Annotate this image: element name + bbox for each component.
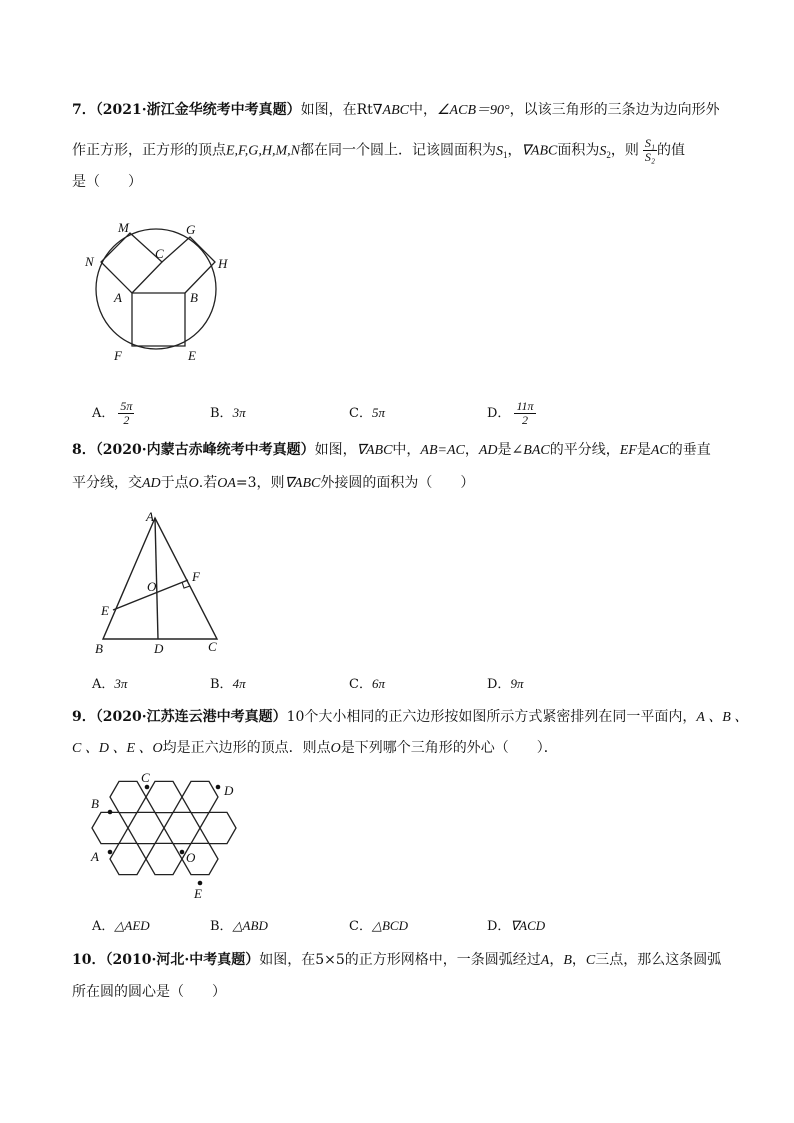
q7-s2: $S_2$ — [599, 143, 611, 160]
q7-angle: ∠ACB＝90° — [437, 103, 510, 118]
hexagon — [146, 843, 182, 874]
q7-label-B: B — [190, 290, 198, 305]
q7-label-E: E — [188, 348, 196, 363]
q9-number: 9． — [72, 709, 96, 725]
hexagon — [110, 843, 146, 874]
q9-label-B: B — [91, 796, 99, 811]
q9-label-D: D — [224, 783, 234, 798]
q8-label-A: A — [146, 509, 154, 524]
q7-text: ，则 — [610, 142, 639, 159]
q7-text: ，以该三角形的三条边为边向形外 — [509, 102, 720, 118]
q8-line-2: 平分线，交AD于点O.若OA=3，则∇ABC外接圆的面积为（ ） — [72, 475, 475, 491]
q7-label-C: C — [155, 246, 164, 261]
q8-label-C: C — [208, 639, 217, 654]
q7-points: E,F,G,H,M,N — [226, 143, 301, 159]
q7-text: 如图，在 — [300, 102, 357, 118]
q8-label-F: F — [192, 569, 200, 584]
hexagon — [182, 781, 218, 812]
q8-label-O: O — [147, 579, 157, 594]
q8-line-1: 8．（2020·内蒙古赤峰统考中考真题）如图，∇ABC中，AB=AC，AD是∠BAC的平分线，EF是AC的垂直 — [72, 442, 711, 458]
q9-line-1: 9．（2020·江苏连云港中考真题）10个大小相同的正六边形按如图所示方式紧密排列在同一平面内，A 、B 、 — [72, 709, 749, 725]
q8-option-b[interactable]: B．4π — [210, 676, 246, 692]
q8-label-E: E — [101, 603, 109, 618]
q9-source: （2020·江苏连云港中考真题） — [95, 709, 287, 725]
q7-line-3: 是（ ） — [72, 174, 142, 190]
q7-fraction: $\frac{\text{S₁}}{\text{S₂}}$ — [644, 136, 656, 164]
q9-label-E: E — [194, 886, 202, 901]
q7-text: 中， — [409, 102, 437, 118]
hexagon — [146, 781, 182, 812]
q9-option-a[interactable]: A．△AED — [92, 918, 150, 934]
hexagon — [200, 812, 236, 843]
q8-number: 8． — [72, 442, 96, 458]
q10-line-2: 所在圆的圆心是（ ） — [72, 984, 226, 1000]
q7-label-M: M — [118, 220, 129, 235]
q7-label-A: A — [114, 290, 122, 305]
q9-line-2: C 、D 、E 、O均是正六边形的顶点．则点O是下列哪个三角形的外心（ ）． — [72, 740, 558, 756]
q9-label-C: C — [141, 770, 150, 785]
q8-source: （2020·内蒙古赤峰统考中考真题） — [95, 442, 315, 458]
hexagon — [164, 812, 200, 843]
q7-tri2: ∇ABC — [521, 143, 558, 159]
q7-label-G: G — [186, 222, 196, 237]
q7-text: 作正方形，正方形的顶点 — [72, 142, 226, 159]
hexagon — [128, 812, 164, 843]
q7-number: 7． — [72, 102, 96, 118]
q7-option-b[interactable]: B．3π — [210, 405, 246, 421]
q8-label-D: D — [154, 641, 164, 656]
hexagon — [92, 812, 128, 843]
q7-source: （2021·浙江金华统考中考真题） — [95, 102, 301, 118]
q7-s1: $S_1$ — [496, 143, 508, 160]
q8-option-d[interactable]: D．9π — [487, 676, 524, 692]
q10-source: （2010·河北·中考真题） — [105, 952, 260, 968]
q7-text: 的值 — [657, 142, 686, 159]
q7-option-d[interactable]: D． $\frac{11\pi}{2}$ — [487, 399, 534, 427]
q9-option-b[interactable]: B．△ABD — [210, 918, 268, 934]
q7-abc: ABC — [382, 103, 409, 118]
q7-text: ， — [507, 142, 522, 159]
q7-tri-symbol: ∇ — [372, 102, 383, 118]
hexagon — [110, 781, 146, 812]
q7-label-N: N — [85, 254, 94, 269]
q8-label-B: B — [95, 641, 103, 656]
q8-option-a[interactable]: A．3π — [92, 676, 128, 692]
q7-label-H: H — [218, 256, 228, 271]
q7-option-a[interactable]: A． $\frac{5\pi}{2}$ — [92, 399, 133, 427]
q7-rt: Rt — [356, 102, 373, 118]
q9-label-O: O — [186, 850, 196, 865]
q8-option-c[interactable]: C．6π — [349, 676, 385, 692]
q7-label-F: F — [114, 348, 122, 363]
q9-label-A: A — [91, 849, 99, 864]
q9-option-c[interactable]: C．△BCD — [349, 918, 408, 934]
q10-line-1: 10．（2010·河北·中考真题）如图，在5×5的正方形网格中，一条圆弧经过A，B，C三点，那么这条圆弧 — [72, 952, 722, 968]
q10-number: 10． — [72, 952, 106, 968]
q7-text: 都在同一个圆上．记该圆面积为 — [300, 142, 497, 159]
q7-text: 面积为 — [557, 142, 600, 159]
q9-option-d[interactable]: D．∇ACD — [487, 918, 546, 934]
q7-option-c[interactable]: C．5π — [349, 405, 385, 421]
